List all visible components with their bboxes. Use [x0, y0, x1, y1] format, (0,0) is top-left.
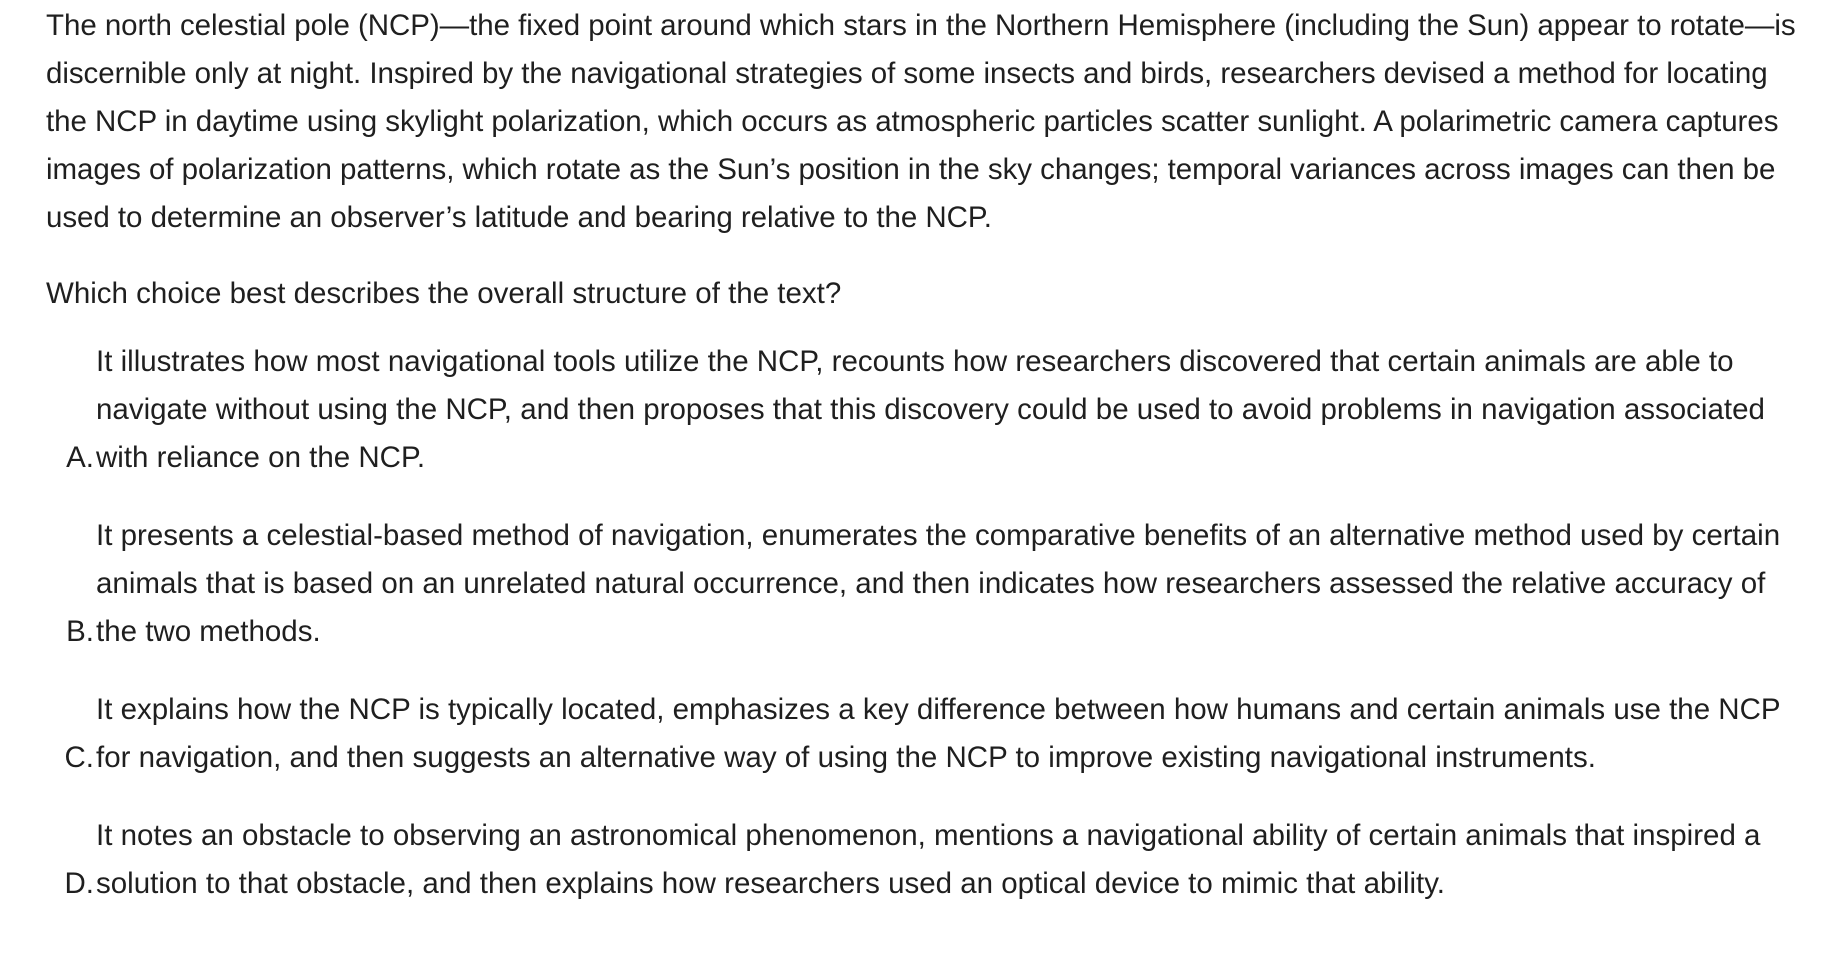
answer-choice-c[interactable] — [46, 686, 1806, 782]
question-prompt: Which choice best describes the overall structure of the text? — [46, 277, 842, 310]
answer-choice-b[interactable] — [46, 512, 1806, 656]
answer-choice-d[interactable] — [46, 812, 1806, 908]
choice-letter: A. — [66, 441, 94, 474]
choice-text: It notes an obstacle to observing an astronomical phenomenon, mentions a navigational ability of certain animals that inspired a solution to that obstacle, and then explains how researchers used an optical device to mimic that ability. — [96, 819, 1761, 900]
choice-text: It illustrates how most navigational tools utilize the NCP, recounts how researchers discovered that certain animals are able to navigate without using the NCP, and then proposes that this discovery could be used to avoid problems in navigation associated with reliance on the NCP. — [96, 345, 1765, 474]
choice-letter: B. — [66, 615, 94, 648]
answer-choice-a[interactable] — [46, 338, 1806, 482]
passage-text: The north celestial pole (NCP)—the fixed point around which stars in the Northern Hemisphere (including the Sun) appear to rotate—is discernible only at night. Inspired by the navigational strategies of some insects and birds, researchers devised a method for locating the NCP in daytime using skylight polarization, which occurs as atmospheric particles scatter sunlight. A polarimetric camera captures images of polarization patterns, which rotate as the Sun’s position in the sky changes; temporal variances across images can then be used to determine an observer’s latitude and bearing relative to the NCP. — [46, 9, 1796, 234]
question-page — [46, 0, 1806, 938]
choice-letter: C. — [64, 741, 94, 774]
choice-text: It presents a celestial-based method of navigation, enumerates the comparative benefits of an alternative method used by certain animals that is based on an unrelated natural occurrence, and then indicates how researchers assessed the relative accuracy of the two methods. — [96, 519, 1781, 648]
answer-choices — [46, 338, 1806, 908]
choice-letter: D. — [64, 867, 94, 900]
choice-text: It explains how the NCP is typically located, emphasizes a key difference between how humans and certain animals use the NCP for navigation, and then suggests an alternative way of using the NCP to improve existing navigational instruments. — [96, 693, 1781, 774]
